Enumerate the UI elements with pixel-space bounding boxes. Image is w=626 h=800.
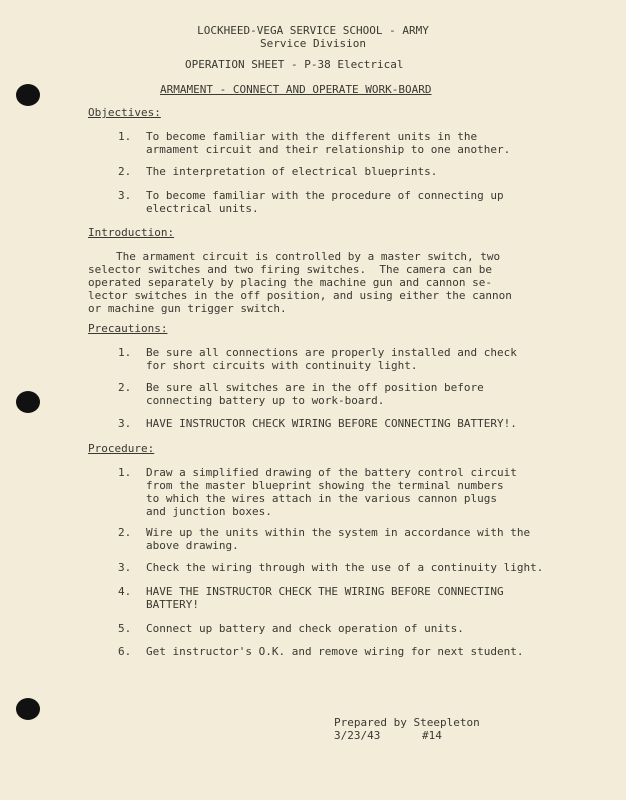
division-name: Service Division <box>260 37 366 50</box>
punch-hole-top <box>16 84 40 106</box>
procedure-line: Draw a simplified drawing of the battery control circuit <box>146 466 517 479</box>
objective-line: To become familiar with the different units in the <box>146 130 478 143</box>
objective-line: To become familiar with the procedure of connecting up <box>146 189 504 202</box>
procedure-number: 3. <box>118 561 132 574</box>
procedure-number: 2. <box>118 526 132 539</box>
objective-line: The interpretation of electrical blueprints. <box>146 165 438 178</box>
procedure-line: and junction boxes. <box>146 505 272 518</box>
procedure-line: above drawing. <box>146 539 239 552</box>
precaution-number: 3. <box>118 417 132 430</box>
objectives-heading: Objectives: <box>88 106 161 119</box>
precautions-heading: Precautions: <box>88 322 168 335</box>
procedure-line: from the master blueprint showing the terminal numbers <box>146 479 504 492</box>
precaution-line: connecting battery up to work-board. <box>146 394 385 407</box>
objective-number: 2. <box>118 165 132 178</box>
prepared-date: 3/23/43 <box>334 729 381 742</box>
precaution-line: for short circuits with continuity light. <box>146 359 418 372</box>
objective-number: 1. <box>118 130 132 143</box>
introduction-line: selector switches and two firing switches. The camera can be <box>88 263 492 276</box>
punch-hole-middle <box>16 391 40 413</box>
procedure-line: HAVE THE INSTRUCTOR CHECK THE WIRING BEFORE CONNECTING <box>146 585 504 598</box>
introduction-line: or machine gun trigger switch. <box>88 302 287 315</box>
precaution-line: Be sure all connections are properly installed and check <box>146 346 517 359</box>
operation-sheet: OPERATION SHEET - P-38 Electrical <box>185 58 404 71</box>
punch-hole-bottom <box>16 698 40 720</box>
precaution-number: 1. <box>118 346 132 359</box>
procedure-line: Check the wiring through with the use of a continuity light. <box>146 561 544 574</box>
precaution-number: 2. <box>118 381 132 394</box>
procedure-line: BATTERY! <box>146 598 199 611</box>
procedure-line: Wire up the units within the system in accordance with the <box>146 526 531 539</box>
document-title: ARMAMENT - CONNECT AND OPERATE WORK-BOARD <box>160 83 432 96</box>
procedure-number: 6. <box>118 645 132 658</box>
introduction-line: The armament circuit is controlled by a master switch, two <box>116 250 501 263</box>
introduction-line: operated separately by placing the machine gun and cannon se- <box>88 276 492 289</box>
introduction-line: lector switches in the off position, and using either the cannon <box>88 289 512 302</box>
objective-line: armament circuit and their relationship to one another. <box>146 143 511 156</box>
procedure-line: Get instructor's O.K. and remove wiring for next student. <box>146 645 524 658</box>
procedure-number: 1. <box>118 466 132 479</box>
procedure-number: 5. <box>118 622 132 635</box>
procedure-heading: Procedure: <box>88 442 155 455</box>
school-name: LOCKHEED-VEGA SERVICE SCHOOL - ARMY <box>197 24 429 37</box>
sheet-number: #14 <box>422 729 442 742</box>
precaution-line: HAVE INSTRUCTOR CHECK WIRING BEFORE CONNECTING BATTERY!. <box>146 417 517 430</box>
objective-line: electrical units. <box>146 202 259 215</box>
objective-number: 3. <box>118 189 132 202</box>
introduction-heading: Introduction: <box>88 226 175 239</box>
prepared-by: Prepared by Steepleton <box>334 716 480 729</box>
procedure-line: to which the wires attach in the various cannon plugs <box>146 492 497 505</box>
procedure-number: 4. <box>118 585 132 598</box>
precaution-line: Be sure all switches are in the off position before <box>146 381 484 394</box>
procedure-line: Connect up battery and check operation of units. <box>146 622 464 635</box>
